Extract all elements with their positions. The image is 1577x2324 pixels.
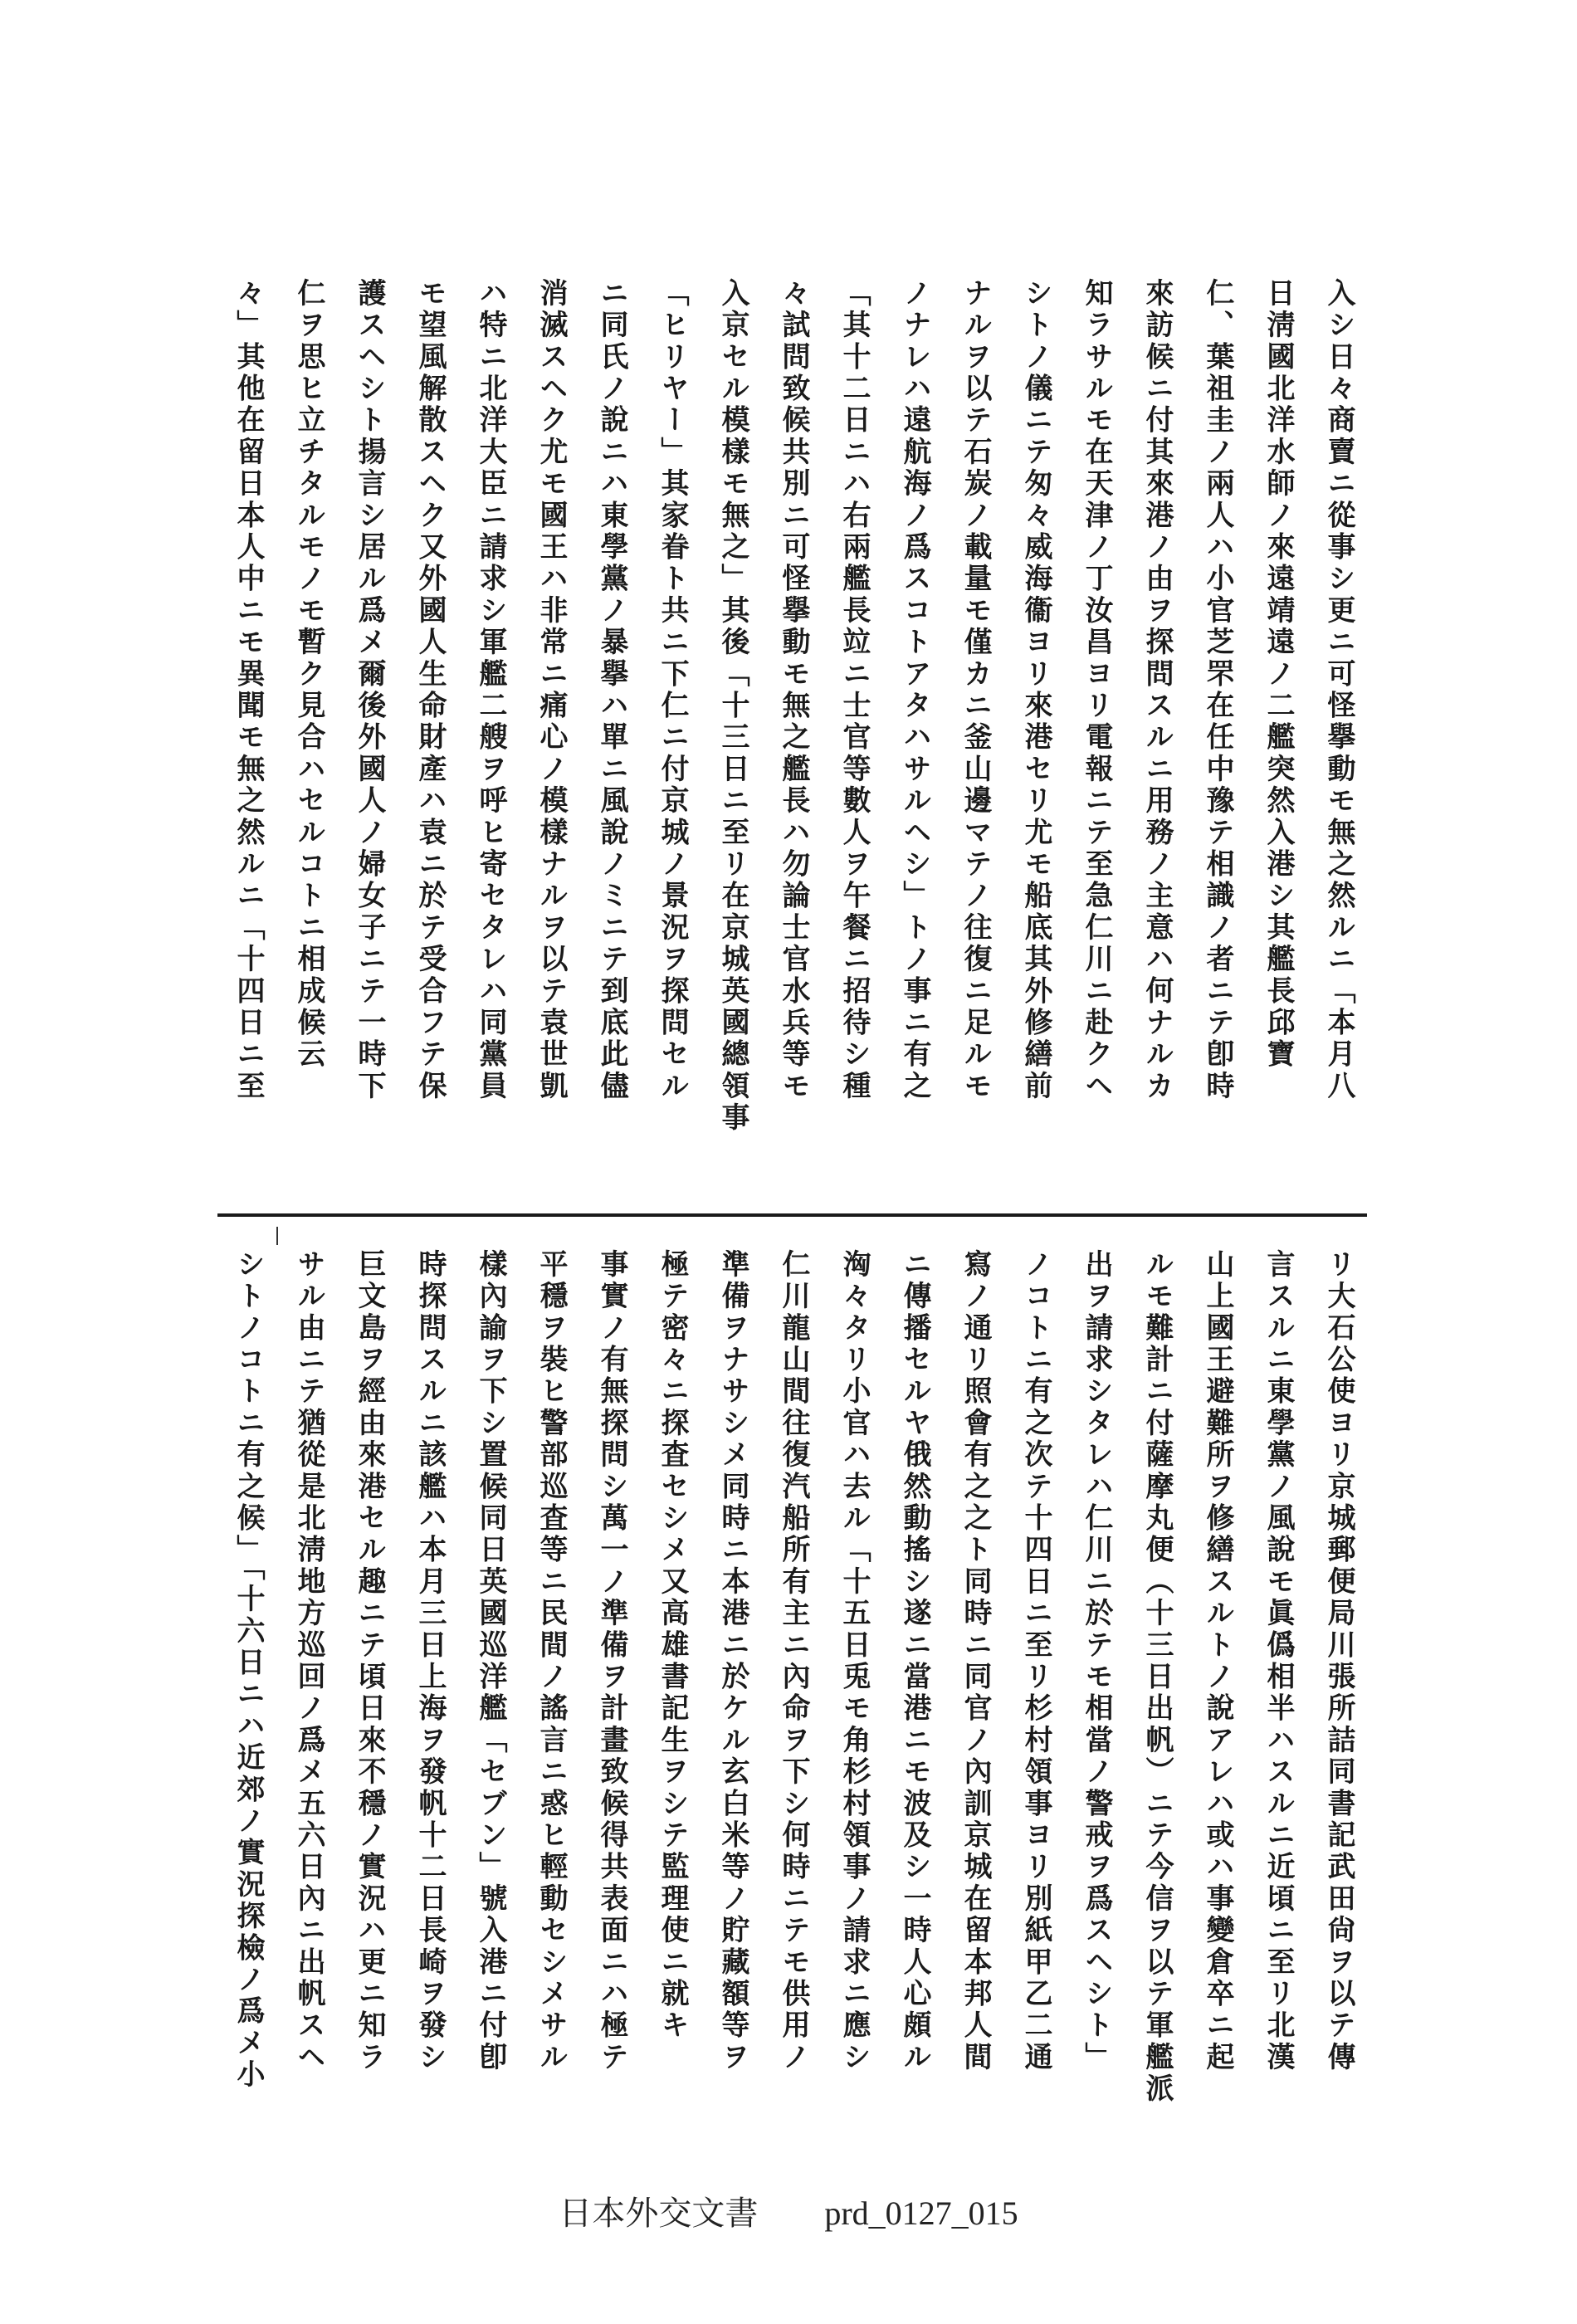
text-column: 護スヘシト揚言シ居ル爲メ爾後外國人ノ婦女子ニテ一時下 bbox=[353, 278, 386, 1103]
margin-mark bbox=[276, 1227, 278, 1245]
text-column: ノナレハ遠航海ノ爲スコトアタハサルヘシ」トノ事ニ有之 bbox=[898, 278, 931, 1103]
lower-text-block bbox=[234, 1249, 1353, 2150]
text-column: リ大石公使ヨリ京城郵便局川張所詰同書記武田尙ヲ以テ傳 bbox=[1322, 1249, 1355, 2074]
text-column: 々」其他在留日本人中ニモ異聞モ無之然ルニ「十四日ニ至 bbox=[232, 278, 265, 1103]
text-column: ノコトニ有之次テ十四日ニ至リ杉村領事ヨリ別紙甲乙二通 bbox=[1019, 1249, 1052, 2074]
text-column: 仁川龍山間往復汽船所有主ニ內命ヲ下シ何時ニテモ供用ノ bbox=[777, 1249, 810, 2074]
footer-code: prd_0127_015 bbox=[824, 2195, 1018, 2232]
text-column: サル由ニテ猶從是北淸地方巡回ノ爲メ五六日內ニ出帆スヘ bbox=[292, 1249, 325, 2074]
text-column: 山上國王避難所ヲ修繕スルトノ說アレハ或ハ事變倉卒ニ起 bbox=[1201, 1249, 1234, 2074]
text-column: 言スルニ東學黨ノ風說モ眞僞相半ハスルニ近頃ニ至リ北漢 bbox=[1262, 1249, 1295, 2074]
text-column: シトノコトニ有之候」「十六日ニハ近郊ノ實況探檢ノ爲メ小 bbox=[232, 1249, 265, 2092]
text-column: 時探問スルニ該艦ハ本月三日上海ヲ發帆十二日長崎ヲ發シ bbox=[413, 1249, 447, 2074]
text-column: 入京セル模樣モ無之」其後「十三日ニ至リ在京城英國總領事 bbox=[716, 278, 749, 1135]
section-divider bbox=[217, 1213, 1367, 1217]
text-column: シトノ儀ニテ匆々威海衞ヨリ來港セリ尤モ船底其外修繕前 bbox=[1019, 278, 1052, 1103]
text-column: ニ同氏ノ說ニハ東學黨ノ暴擧ハ單ニ風說ノミニテ到底此儘 bbox=[595, 278, 628, 1103]
text-column: ルモ難計ニ付薩摩丸便（十三日出帆）ニテ今信ヲ以テ軍艦派 bbox=[1140, 1249, 1174, 2106]
page-footer bbox=[0, 2187, 1577, 2234]
text-column: 平穩ヲ裝ヒ警部巡査等ニ民間ノ謠言ニ惑ヒ輕動セシメサル bbox=[535, 1249, 568, 2074]
text-column: 樣內諭ヲ下シ置候同日英國巡洋艦「セブン」號入港ニ付卽 bbox=[474, 1249, 507, 2074]
text-column: 出ヲ請求シタレハ仁川ニ於テモ相當ノ警戒ヲ爲スヘシト」 bbox=[1080, 1249, 1113, 2074]
text-column: 來訪候ニ付其來港ノ由ヲ探問スルニ用務ノ主意ハ何ナルカ bbox=[1140, 278, 1174, 1103]
footer-title: 日本外交文書 bbox=[559, 2195, 759, 2232]
text-column: 知ラサルモ在天津ノ丁汝昌ヨリ電報ニテ至急仁川ニ赴クヘ bbox=[1080, 278, 1113, 1103]
text-column: 仁、葉祖圭ノ兩人ハ小官芝罘在任中豫テ相識ノ者ニテ卽時 bbox=[1201, 278, 1234, 1103]
text-column: 々試問致候共別ニ可怪擧動モ無之艦長ハ勿論士官水兵等モ bbox=[777, 278, 810, 1103]
text-column: 準備ヲナサシメ同時ニ本港ニ於ケル玄白米等ノ貯藏額等ヲ bbox=[716, 1249, 749, 2074]
upper-text-block bbox=[234, 278, 1353, 1179]
text-column: 巨文島ヲ經由來港セル趣ニテ頃日來不穩ノ實況ハ更ニ知ラ bbox=[353, 1249, 386, 2074]
text-column: 消滅スヘク尤モ國王ハ非常ニ痛心ノ模樣ナルヲ以テ袁世凱 bbox=[535, 278, 568, 1103]
text-column: 事實ノ有無探問シ萬一ノ準備ヲ計畫致候得共表面ニハ極テ bbox=[595, 1249, 628, 2074]
text-column: モ望風解散スヘク又外國人生命財產ハ袁ニ於テ受合フテ保 bbox=[413, 278, 447, 1103]
text-column: 寫ノ通リ照會有之之ト同時ニ同官ノ內訓京城在留本邦人間 bbox=[959, 1249, 992, 2074]
text-column: ナルヲ以テ石炭ノ載量モ僅カニ釜山邊マテノ往復ニ足ルモ bbox=[959, 278, 992, 1103]
text-column: 「其十二日ニハ右兩艦長竝ニ士官等數人ヲ午餐ニ招待シ種 bbox=[837, 278, 871, 1103]
text-column: 極テ密々ニ探査セシメ又高雄書記生ヲシテ監理使ニ就キ bbox=[656, 1249, 689, 2042]
text-column: 日淸國北洋水師ノ來遠靖遠ノ二艦突然入港シ其艦長邱寶 bbox=[1262, 278, 1295, 1071]
text-column: 洶々タリ小官ハ去ル「十五日兎モ角杉村領事ノ請求ニ應シ bbox=[837, 1249, 871, 2074]
text-column: ニ傳播セルヤ俄然動搖シ遂ニ當港ニモ波及シ一時人心頗ル bbox=[898, 1249, 931, 2074]
text-column: 入シ日々商賣ニ從事シ更ニ可怪擧動モ無之然ルニ「本月八 bbox=[1322, 278, 1355, 1103]
text-column: 「ヒリヤー」其家眷ト共ニ下仁ニ付京城ノ景況ヲ探問セル bbox=[656, 278, 689, 1103]
text-column: ハ特ニ北洋大臣ニ請求シ軍艦二艘ヲ呼ヒ寄セタレハ同黨員 bbox=[474, 278, 507, 1103]
text-column: 仁ヲ思ヒ立チタルモノモ暫ク見合ハセルコトニ相成候云 bbox=[292, 278, 325, 1071]
